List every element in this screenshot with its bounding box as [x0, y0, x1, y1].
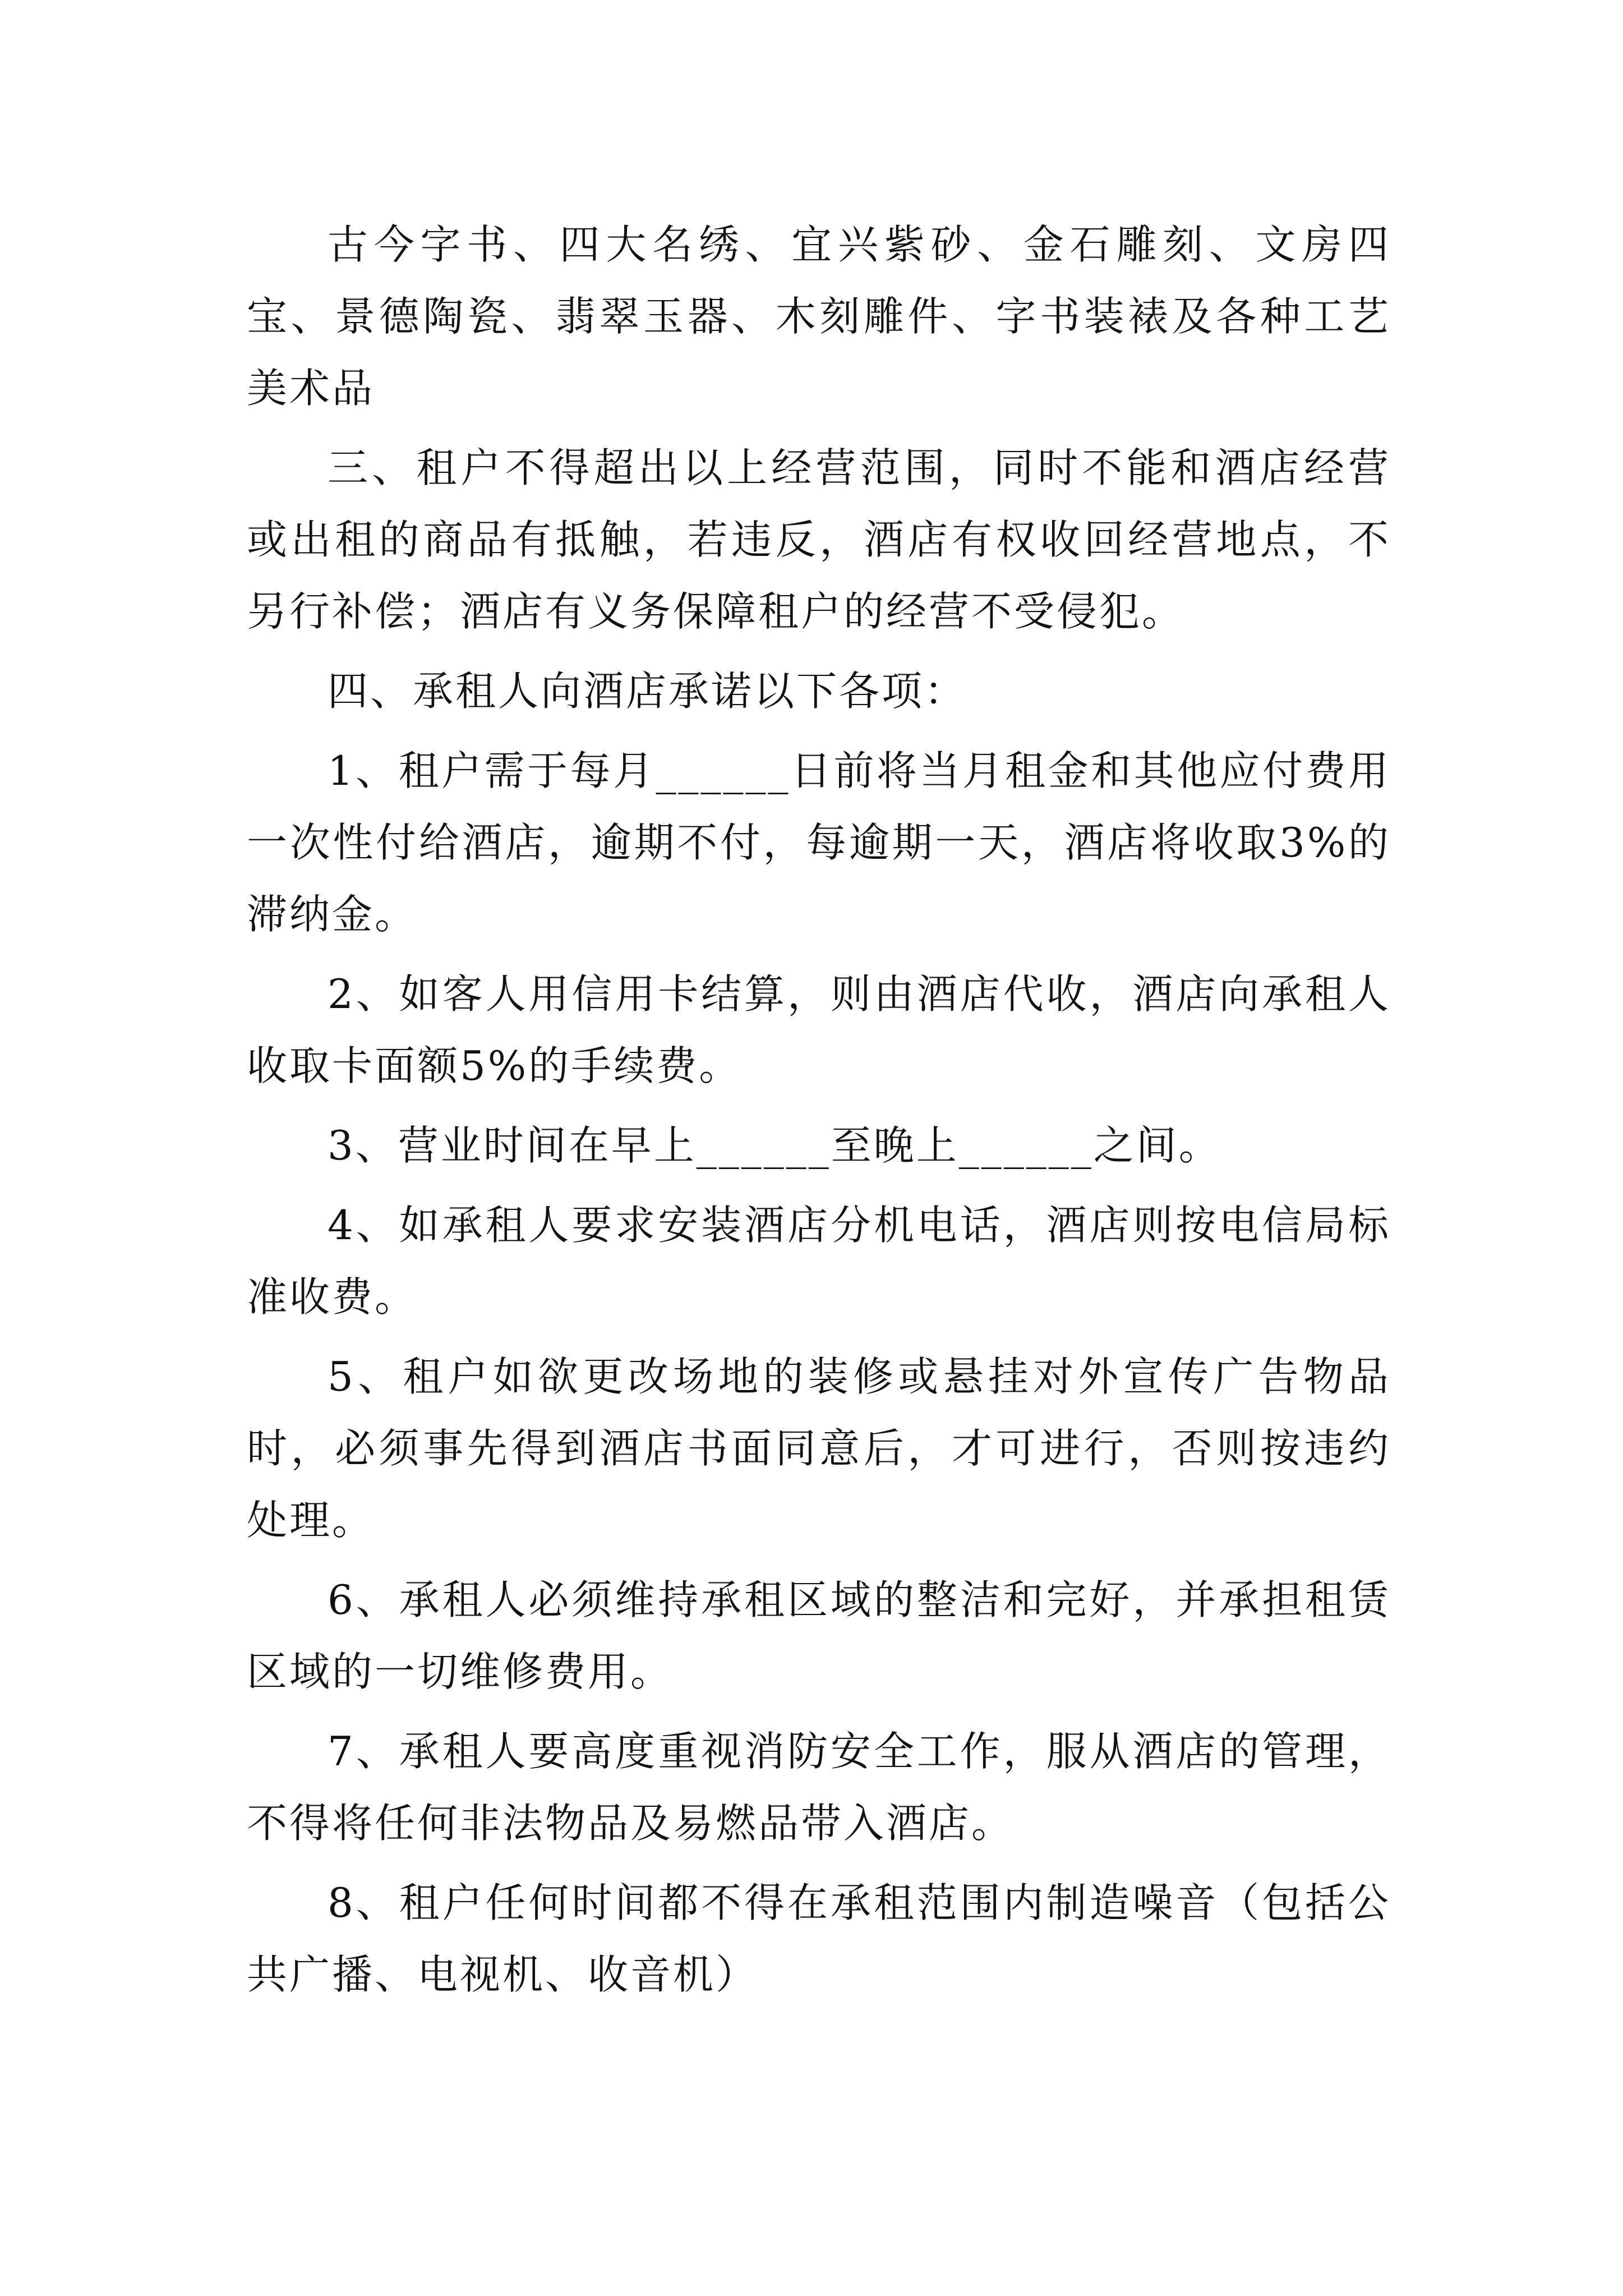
paragraph-item-4: 4、如承租人要求安装酒店分机电话，酒店则按电信局标准收费。	[247, 1202, 1391, 1320]
paragraph-clause-3: 三、租户不得超出以上经营范围，同时不能和酒店经营或出租的商品有抵触，若违反，酒店有权收回经营地点，不另行补偿；酒店有义务保障租户的经营不受侵犯。	[247, 444, 1391, 635]
paragraph-item-7: 7、承租人要高度重视消防安全工作，服从酒店的管理，不得将任何非法物品及易燃品带入酒店。	[247, 1728, 1391, 1847]
paragraph-item-2: 2、如客人用信用卡结算，则由酒店代收，酒店向承租人收取卡面额5%的手续费。	[247, 970, 1391, 1089]
paragraph-clause-4-heading: 四、承租人向酒店承诺以下各项：	[328, 668, 967, 715]
paragraph-item-3: 3、营业时间在早上______至晚上______之间。	[328, 1122, 1221, 1169]
document-body	[247, 209, 1391, 2010]
paragraph-item-5: 5、租户如欲更改场地的装修或悬挂对外宣传广告物品时，必须事先得到酒店书面同意后，才可进行，否则按违约处理。	[247, 1353, 1391, 1544]
paragraph-item-6: 6、承租人必须维持承租区域的整洁和完好，并承担租赁区域的一切维修费用。	[247, 1576, 1391, 1695]
paragraph-business-scope-items: 古今字书、四大名绣、宜兴紫砂、金石雕刻、文房四宝、景德陶瓷、翡翠玉器、木刻雕件、字书装裱及各种工艺美术品	[247, 221, 1391, 412]
paragraph-item-8: 8、租户任何时间都不得在承租范围内制造噪音（包括公共广播、电视机、收音机）	[247, 1879, 1391, 1998]
paragraph-item-1: 1、租户需于每月______日前将当月租金和其他应付费用一次性付给酒店，逾期不付，每逾期一天，酒店将收取3%的滞纳金。	[247, 747, 1391, 938]
